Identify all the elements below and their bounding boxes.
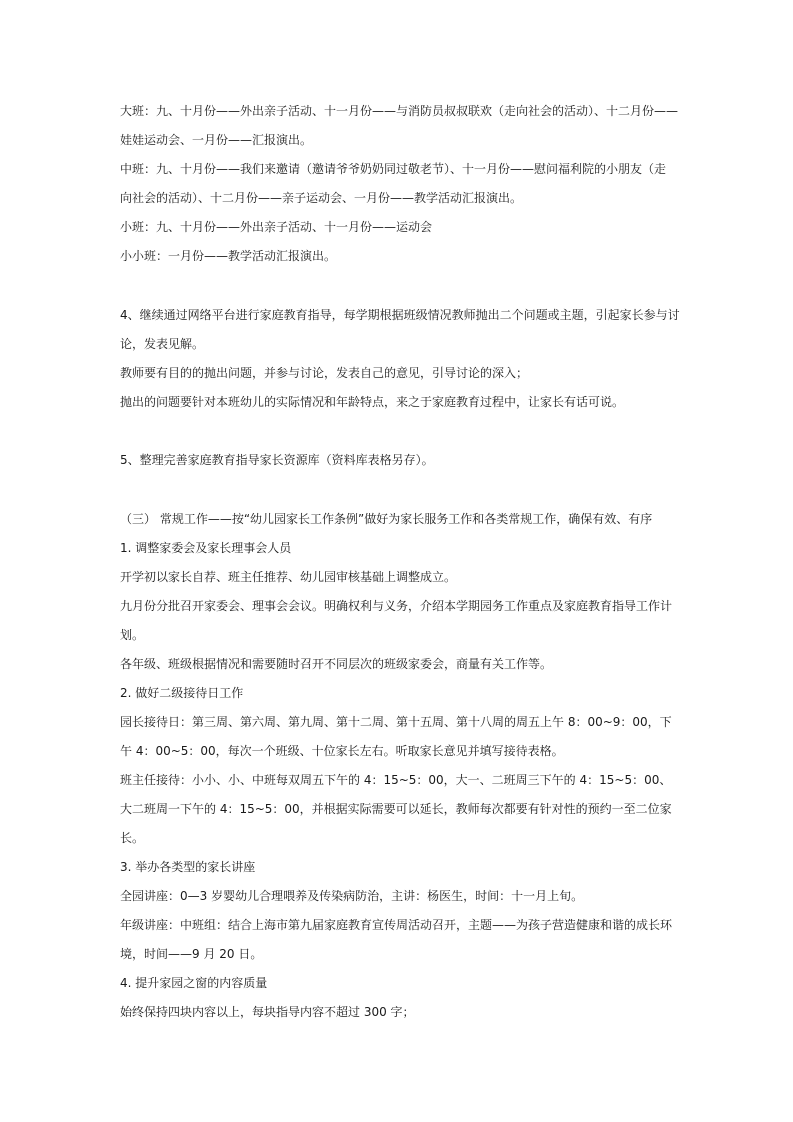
text-line: 年级讲座：中班组：结合上海市第九届家庭教育宣传周活动召开，主题——为孩子营造健康和谐的成长环 bbox=[120, 918, 673, 932]
text-line: 班主任接待：小小、小、中班每双周五下午的 4：15~5：00，大一、二班周三下午的 4：15~5：00、 bbox=[120, 773, 672, 787]
text-line: 午 4：00~5：00，每次一个班级、十位家长左右。听取家长意见并填写接待表格。 bbox=[120, 744, 564, 758]
text-line: 开学初以家长自荐、班主任推荐、幼儿园审核基础上调整成立。 bbox=[120, 570, 457, 584]
text-line: 九月份分批召开家委会、理事会会议。明确权利与义务，介绍本学期园务工作重点及家庭教育指导工作计 bbox=[120, 599, 673, 613]
text-line: 长。 bbox=[120, 831, 145, 845]
text-line: 全园讲座：0—3 岁婴幼儿合理喂养及传染病防治，主讲：杨医生，时间：十一月上旬。 bbox=[120, 889, 584, 903]
text-line: 抛出的问题要针对本班幼儿的实际情况和年龄特点，来之于家庭教育过程中，让家长有话可说。 bbox=[120, 395, 625, 409]
subheading: 2. 做好二级接待日工作 bbox=[120, 686, 244, 700]
text-line: 5、整理完善家庭教育指导家长资源库（资料库表格另存）。 bbox=[120, 453, 434, 467]
subheading: 1. 调整家委会及家长理事会人员 bbox=[120, 541, 292, 555]
text-line: 教师要有目的的抛出问题，并参与讨论，发表自己的意见，引导讨论的深入； bbox=[120, 366, 529, 380]
text-line: 小小班：一月份——教学活动汇报演出。 bbox=[120, 249, 337, 263]
text-line: 娃娃运动会、一月份——汇报演出。 bbox=[120, 133, 313, 147]
subheading: 4. 提升家园之窗的内容质量 bbox=[120, 976, 268, 990]
text-line: 大二班周一下午的 4：15~5：00，并根据实际需要可以延长，教师每次都要有针对性的预约一至二位家 bbox=[120, 802, 672, 816]
text-line: 大班：九、十月份——外出亲子活动、十一月份——与消防员叔叔联欢（走向社会的活动）、十二月份—— bbox=[120, 104, 679, 118]
text-line: 始终保持四块内容以上，每块指导内容不超过 300 字； bbox=[120, 1005, 415, 1019]
text-line: 论，发表见解。 bbox=[120, 337, 205, 351]
text-line: 划。 bbox=[120, 628, 145, 642]
text-line: 向社会的活动）、十二月份——亲子运动会、一月份——教学活动汇报演出。 bbox=[120, 191, 523, 205]
text-line: 境，时间——9 月 20 日。 bbox=[120, 947, 263, 961]
text-line: 园长接待日：第三周、第六周、第九周、第十二周、第十五周、第十八周的周五上午 8：00~9：00，下 bbox=[120, 715, 672, 729]
text-line: 小班：九、十月份——外出亲子活动、十一月份——运动会 bbox=[120, 220, 433, 234]
text-line: 各年级、班级根据情况和需要随时召开不同层次的班级家委会，商量有关工作等。 bbox=[120, 657, 553, 671]
subheading: 3. 举办各类型的家长讲座 bbox=[120, 860, 256, 874]
text-line: 中班：九、十月份——我们来邀请（邀请爷爷奶奶同过敬老节）、十一月份——慰问福利院的小朋友（走 bbox=[120, 162, 667, 176]
text-line: 4、继续通过网络平台进行家庭教育指导，每学期根据班级情况教师抛出二个问题或主题，引起家长参与讨 bbox=[120, 308, 680, 322]
section-heading: （三） 常规工作——按“幼儿园家长工作条例”做好为家长服务工作和各类常规工作，确保有效、有序 bbox=[120, 512, 653, 526]
